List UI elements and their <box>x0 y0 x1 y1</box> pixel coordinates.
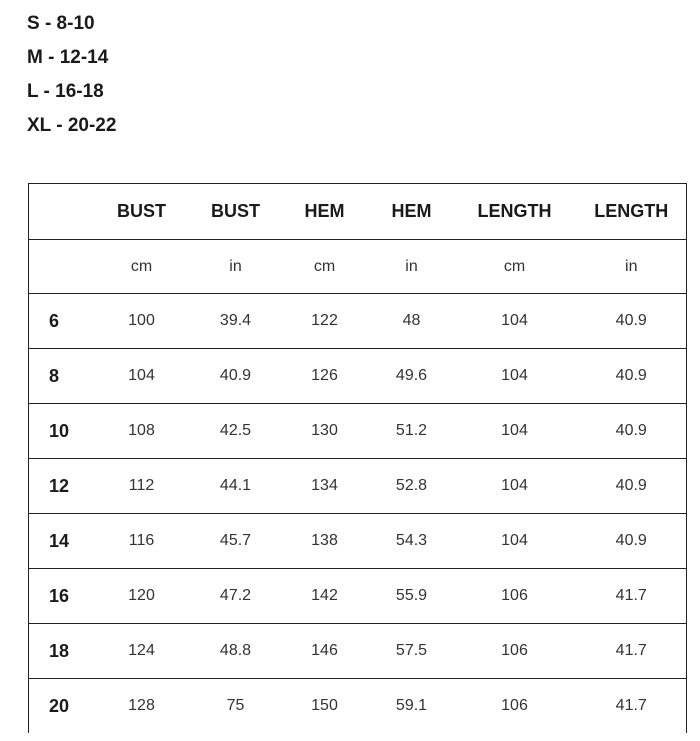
header-cell <box>29 184 91 240</box>
measurement-cell: 100 <box>91 294 193 349</box>
size-label-cell: 12 <box>29 459 91 514</box>
measurement-cell: 54.3 <box>371 514 453 569</box>
measurement-cell: 49.6 <box>371 349 453 404</box>
measurement-cell: 106 <box>453 569 577 624</box>
measurement-cell: 47.2 <box>193 569 279 624</box>
header-cell: HEM <box>371 184 453 240</box>
measurement-cell: 40.9 <box>577 349 687 404</box>
measurement-cell: 108 <box>91 404 193 459</box>
table-row <box>29 514 687 569</box>
measurement-cell: 112 <box>91 459 193 514</box>
measurement-cell: 104 <box>91 349 193 404</box>
header-cell: LENGTH <box>577 184 687 240</box>
measurement-cell: 104 <box>453 294 577 349</box>
table-row <box>29 624 687 679</box>
measurement-cell: 39.4 <box>193 294 279 349</box>
measurement-cell: 116 <box>91 514 193 569</box>
measurement-cell: 124 <box>91 624 193 679</box>
unit-cell: in <box>193 240 279 294</box>
table-row <box>29 349 687 404</box>
table-units-row <box>29 240 687 294</box>
header-cell: LENGTH <box>453 184 577 240</box>
measurement-cell: 126 <box>279 349 371 404</box>
size-chart-table <box>28 183 687 733</box>
measurement-cell: 104 <box>453 349 577 404</box>
measurement-cell: 150 <box>279 679 371 734</box>
size-label-cell: 16 <box>29 569 91 624</box>
measurement-cell: 51.2 <box>371 404 453 459</box>
measurement-cell: 42.5 <box>193 404 279 459</box>
measurement-cell: 44.1 <box>193 459 279 514</box>
measurement-cell: 134 <box>279 459 371 514</box>
size-mapping-item: M - 12-14 <box>27 47 109 68</box>
measurement-cell: 45.7 <box>193 514 279 569</box>
header-cell: BUST <box>91 184 193 240</box>
unit-cell: cm <box>279 240 371 294</box>
measurement-cell: 55.9 <box>371 569 453 624</box>
measurement-cell: 41.7 <box>577 569 687 624</box>
header-cell: HEM <box>279 184 371 240</box>
table-header-row <box>29 184 687 240</box>
measurement-cell: 40.9 <box>577 514 687 569</box>
size-label-cell: 10 <box>29 404 91 459</box>
measurement-cell: 142 <box>279 569 371 624</box>
measurement-cell: 106 <box>453 624 577 679</box>
size-label-cell: 18 <box>29 624 91 679</box>
measurement-cell: 48.8 <box>193 624 279 679</box>
size-mapping-list <box>27 11 116 147</box>
measurement-cell: 59.1 <box>371 679 453 734</box>
header-cell: BUST <box>193 184 279 240</box>
size-label-cell: 8 <box>29 349 91 404</box>
measurement-cell: 57.5 <box>371 624 453 679</box>
unit-cell: cm <box>453 240 577 294</box>
measurement-cell: 48 <box>371 294 453 349</box>
table-row <box>29 294 687 349</box>
measurement-cell: 41.7 <box>577 679 687 734</box>
unit-cell: cm <box>91 240 193 294</box>
size-label-cell: 20 <box>29 679 91 734</box>
measurement-cell: 120 <box>91 569 193 624</box>
measurement-cell: 122 <box>279 294 371 349</box>
measurement-cell: 106 <box>453 679 577 734</box>
size-label-cell: 14 <box>29 514 91 569</box>
measurement-cell: 130 <box>279 404 371 459</box>
table-row <box>29 679 687 734</box>
unit-cell: in <box>371 240 453 294</box>
size-mapping-item: L - 16-18 <box>27 81 104 102</box>
measurement-cell: 138 <box>279 514 371 569</box>
table-row <box>29 404 687 459</box>
measurement-cell: 52.8 <box>371 459 453 514</box>
table-row <box>29 459 687 514</box>
measurement-cell: 40.9 <box>193 349 279 404</box>
size-mapping-item: XL - 20-22 <box>27 115 117 136</box>
unit-cell: in <box>577 240 687 294</box>
measurement-cell: 75 <box>193 679 279 734</box>
measurement-cell: 40.9 <box>577 459 687 514</box>
measurement-cell: 104 <box>453 459 577 514</box>
measurement-cell: 104 <box>453 514 577 569</box>
size-label-cell: 6 <box>29 294 91 349</box>
unit-cell <box>29 240 91 294</box>
size-mapping-item: S - 8-10 <box>27 13 95 34</box>
measurement-cell: 40.9 <box>577 404 687 459</box>
measurement-cell: 128 <box>91 679 193 734</box>
table-row <box>29 569 687 624</box>
measurement-cell: 146 <box>279 624 371 679</box>
measurement-cell: 104 <box>453 404 577 459</box>
measurement-cell: 41.7 <box>577 624 687 679</box>
measurement-cell: 40.9 <box>577 294 687 349</box>
